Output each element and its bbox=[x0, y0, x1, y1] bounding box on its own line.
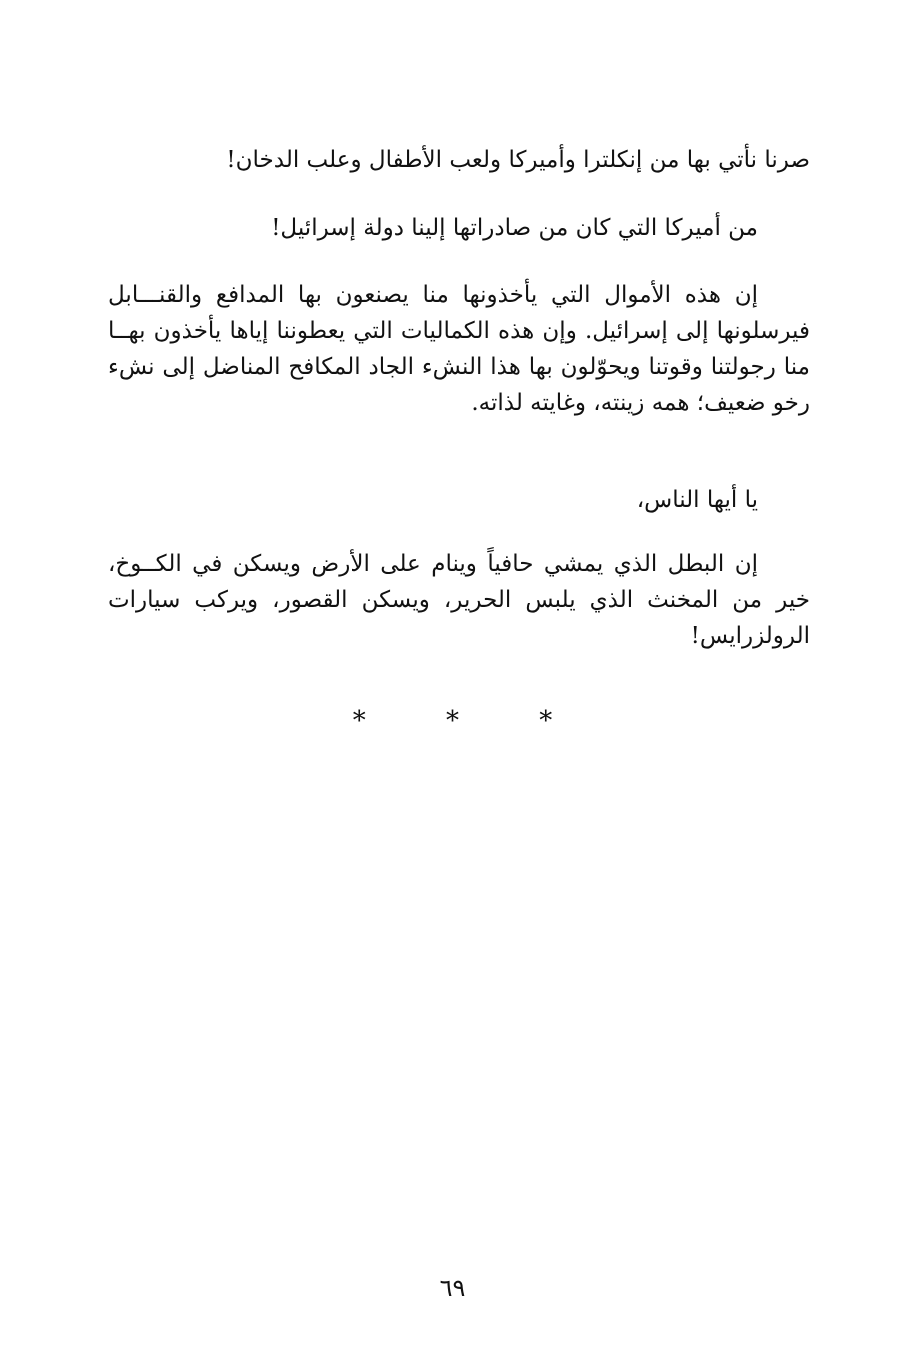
text-line: منا رجولتنا وقوتنا ويحوّلون بها هذا النشء الجاد المكافح المناضل إلى نشء bbox=[108, 354, 810, 380]
text-line: خير من المخنث الذي يلبس الحرير، ويسكن القصور، ويركب سيارات bbox=[108, 587, 810, 613]
text-line: صرنا نأتي بها من إنكلترا وأميركا ولعب الأطفال وعلب الدخان! bbox=[226, 147, 810, 173]
text-line: من أميركا التي كان من صادراتها إلينا دولة إسرائيل! bbox=[271, 215, 758, 241]
page-number: ٦٩ bbox=[439, 1274, 466, 1302]
text-line: إن البطل الذي يمشي حافياً وينام على الأرض ويسكن في الكــوخ، bbox=[108, 551, 758, 577]
text-line: فيرسلونها إلى إسرائيل. وإن هذه الكماليات التي يعطوننا إياها يأخذون بهــا bbox=[108, 318, 810, 344]
text-line: يا أيها الناس، bbox=[636, 487, 758, 513]
text-line: الرولزرايس! bbox=[690, 623, 810, 649]
section-separator: * * * bbox=[352, 706, 589, 736]
paragraph-4 bbox=[108, 482, 810, 518]
text-line: رخو ضعيف؛ همه زينته، وغايته لذاته. bbox=[471, 390, 810, 416]
paragraph-2 bbox=[108, 210, 810, 246]
paragraph-1 bbox=[108, 142, 810, 178]
paragraph-5 bbox=[108, 546, 810, 654]
text-line: إن هذه الأموال التي يأخذونها منا يصنعون بها المدافع والقنـــابل bbox=[108, 282, 758, 308]
paragraph-3 bbox=[108, 277, 810, 421]
